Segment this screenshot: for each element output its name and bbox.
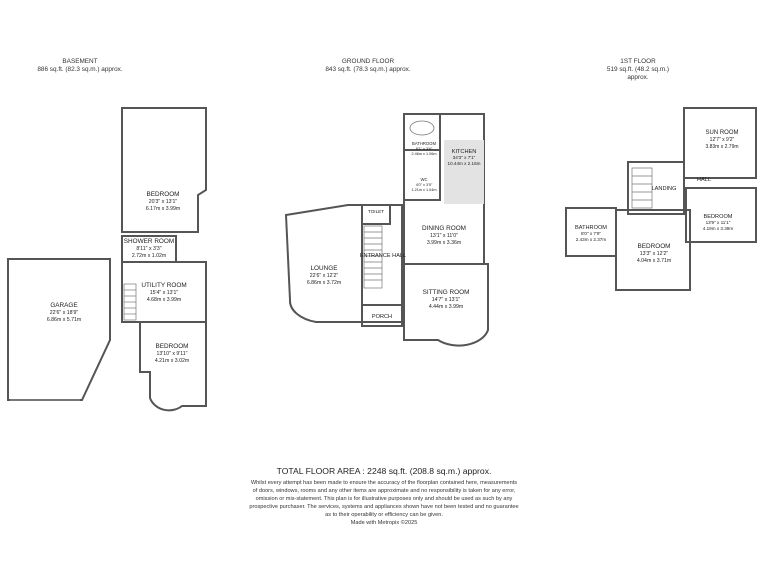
ground-floor-title: GROUND FLOOR [341,58,395,65]
lounge-name: LOUNGE [310,265,338,272]
ground-bathroom-name: BATHROOM [412,141,436,146]
ground-wc-imperial: 4'0" x 3'5" [415,183,433,187]
sitting-room-name: SITTING ROOM [422,289,470,296]
metropix-credit: Made with Metropix ©2025 [350,520,418,526]
disclaimer [200,479,568,527]
basement-bedroom-name: BEDROOM [146,191,180,198]
bath-icon [410,121,434,135]
ground-bathroom-metric: 2.46m x 1.06m [411,152,437,156]
basement-bedroom-outline [122,108,206,232]
first-floor-area: 519 sq.ft. (48.2 sq.m.) approx. [606,66,670,81]
kitchen-metric: 10.44m x 2.16m [447,161,481,166]
basement-lower-bedroom-imperial: 13'10" x 9'11" [156,351,188,357]
utility-room-name: UTILITY ROOM [141,282,187,289]
disclaimer-line: of doors, windows, rooms and any other items are approximate and no responsibility is taken for any error, [252,488,516,494]
first-right-bedroom-name: BEDROOM [703,214,733,220]
basement-title: BASEMENT [62,58,98,65]
basement-bedroom-imperial: 20'3" x 13'1" [148,199,178,205]
first-main-bedroom-imperial: 13'3" x 12'2" [639,251,669,257]
garage-metric: 6.86m x 5.71m [46,317,82,323]
kitchen-imperial: 34'3" x 7'1" [452,155,476,160]
shower-room-name: SHOWER ROOM [123,238,175,245]
basement-lower-bedroom-metric: 4.21m x 3.02m [154,358,190,364]
landing-name: LANDING [651,186,677,192]
basement-lower-bedroom-outline [140,322,206,410]
porch-name: PORCH [371,314,393,320]
sun-room-metric: 3.83m x 2.79m [705,144,739,150]
first-bathroom-name: BATHROOM [575,225,607,231]
basement-area: 886 sq.ft. (82.3 sq.m.) approx. [37,66,123,73]
sun-room-outline [684,108,756,178]
first-stairs [632,168,652,208]
first-main-bedroom-metric: 4.04m x 3.71m [636,258,672,264]
first-right-bedroom-metric: 4.19m x 3.39m [702,226,734,231]
toilet-outline [362,205,390,224]
footer [200,466,568,527]
lounge-outline [286,205,362,322]
disclaimer-line: Whilst every attempt has been made to ensure the accuracy of the floorplan contained here, measurements [250,480,518,486]
utility-room-imperial: 15'4" x 13'1" [149,290,179,296]
first-hall-name: HALL [697,177,711,183]
garage-name: GARAGE [50,302,78,309]
first-floor-title: 1ST FLOOR [620,58,656,65]
toilet-name: TOILET [368,209,384,214]
basement-walls [8,108,206,410]
kitchen-name: KITCHEN [451,149,477,155]
lounge-metric: 6.86m x 3.72m [306,280,342,286]
lounge-imperial: 22'6" x 12'2" [309,273,339,279]
shower-room-imperial: 8'11" x 3'3" [136,246,162,252]
sun-room-name: SUN ROOM [705,130,739,136]
garage-outline [8,259,110,400]
dining-room-imperial: 13'1" x 11'0" [429,233,459,239]
first-bathroom-metric: 2.43m x 2.37m [575,237,607,242]
ground-wc-metric: 1.21m x 1.04m [411,188,437,192]
first-main-bedroom-name: BEDROOM [637,243,671,250]
wc-ground-outline [404,150,440,200]
disclaimer-line: prospective purchaser. The services, systems and appliances shown have not been tested and no guarantee [249,504,519,510]
dining-room-metric: 3.99m x 3.36m [426,240,462,246]
basement-lower-bedroom-name: BEDROOM [155,343,189,350]
first-right-bedroom-imperial: 13'9" x 11'1" [705,220,731,225]
disclaimer-line: as to their operability or efficiency can be given. [325,512,443,518]
entrance-hall-name: ENTRANCE HALL [359,253,407,259]
sun-room-imperial: 12'7" x 9'2" [709,137,735,143]
total-floor-area: TOTAL FLOOR AREA : 2248 sq.ft. (208.8 sq.m.) approx. [276,466,492,476]
ground-bathroom-imperial: 8'1" x 3'6" [415,147,433,151]
basement-stairs [124,284,136,320]
sitting-room-metric: 4.44m x 3.99m [428,304,464,310]
garage-imperial: 22'6" x 18'9" [49,310,79,316]
ground-floor-area: 843 sq.ft. (78.3 sq.m.) approx. [325,66,411,73]
first-bathroom-imperial: 8'0" x 7'9" [580,231,602,236]
ground-wc-name: WC [420,177,428,182]
basement-bedroom-metric: 6.17m x 3.99m [145,206,181,212]
shower-room-metric: 2.72m x 1.02m [131,253,167,259]
utility-room-metric: 4.68m x 3.99m [146,297,182,303]
sitting-room-imperial: 14'7" x 13'1" [431,297,461,303]
disclaimer-line: omission or mis-statement. This plan is for illustrative purposes only and should be used as such by any [255,496,513,502]
dining-room-name: DINING ROOM [421,225,467,232]
first-main-bedroom-outline [616,210,690,290]
